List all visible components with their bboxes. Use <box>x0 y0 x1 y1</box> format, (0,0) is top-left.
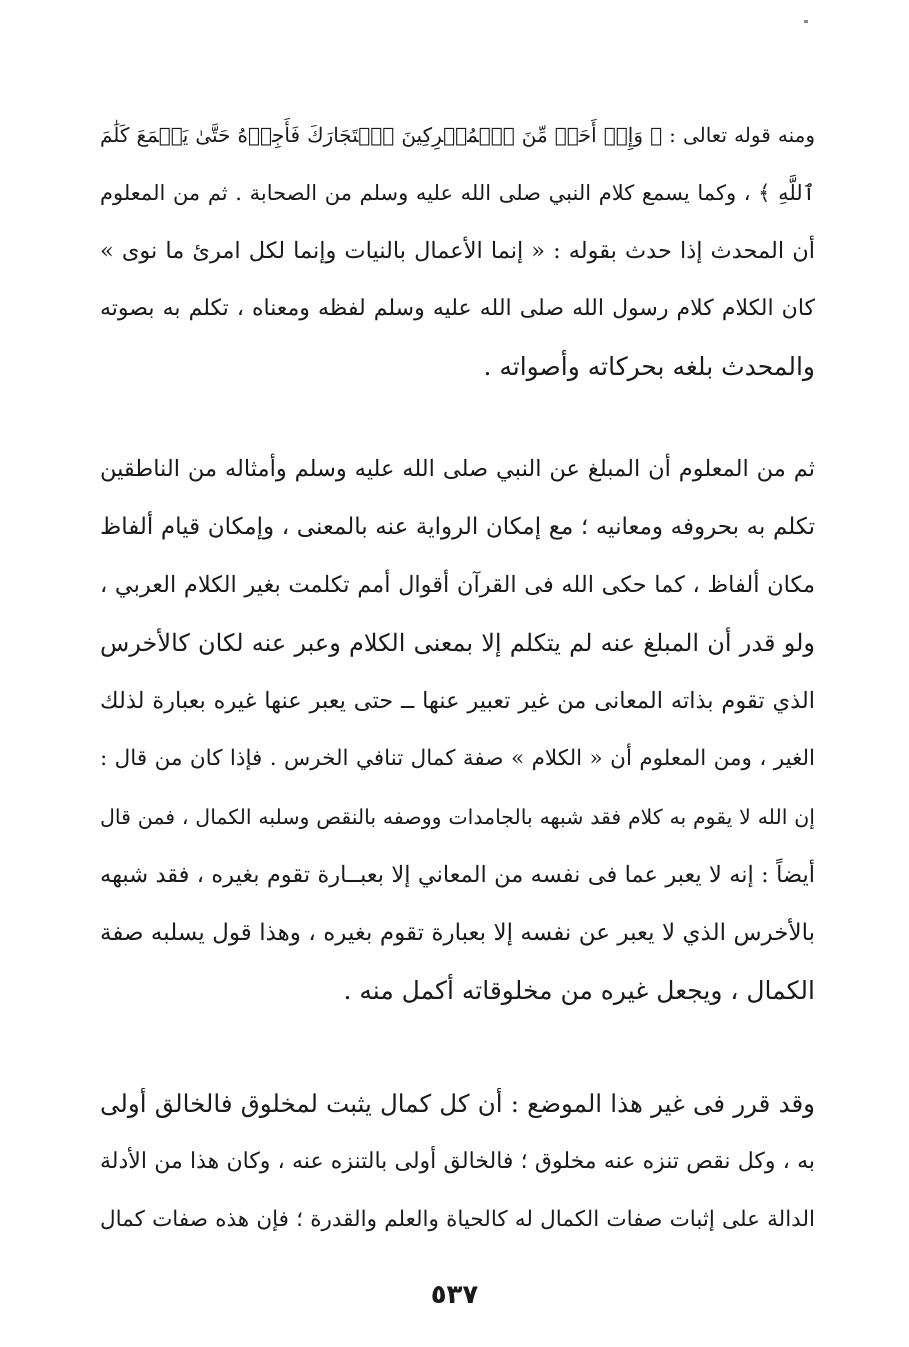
text-line: الذي تقوم بذاته المعانى من غير تعبير عنها ــ حتى يعبر عنها غيره بعبارة لذلك <box>100 688 815 714</box>
text-line: به ، وكل نقص تنزه عنه مخلوق ؛ فالخالق أولى بالتنزه عنه ، وكان هذا من الأدلة <box>100 1149 815 1174</box>
text-line: ٱللَّهِ ﴾ ، وكما يسمع كلام النبي صلى الله عليه وسلم من الصحابة . ثم من المعلوم <box>100 181 815 205</box>
text-line: ولو قدر أن المبلغ عنه لم يتكلم إلا بمعنى الكلام وعبر عنه لكان كالأخرس <box>100 629 815 657</box>
paragraph-3 <box>100 1075 815 1249</box>
text-line: ثم من المعلوم أن المبلغ عن النبي صلى الله عليه وسلم وأمثاله من الناطقين <box>100 456 815 482</box>
text-line: إن الله لا يقوم به كلام فقد شبهه بالجامدات ووصفه بالنقص وسلبه الكمال ، فمن قال <box>100 805 815 829</box>
text-line: بالأخرس الذي لا يعبر عن نفسه إلا بعبارة تقوم بغيره ، وهذا قول يسلبه صفة <box>100 920 815 946</box>
text-line: ومنه قوله تعالى : ﴿ وَإِنۡ أَحَدٞ مِّنَ ٱلۡمُشۡرِكِينَ ٱسۡتَجَارَكَ فَأَجِرۡهُ حَتَّىٰ يَسۡمَعَ كَلَٰمَ <box>100 123 815 147</box>
text-line: كان الكلام كلام رسول الله صلى الله عليه وسلم لفظه ومعناه ، تكلم به بصوته <box>100 296 815 321</box>
paragraph-1 <box>100 106 815 396</box>
scan-mark <box>804 20 808 23</box>
text-line: أن المحدث إذا حدث بقوله : « إنما الأعمال بالنيات وإنما لكل امرئ ما نوى » <box>100 238 815 264</box>
text-line: والمحدث بلغه بحركاته وأصواته . <box>483 352 815 381</box>
text-line: الكمال ، ويجعل غيره من مخلوقاته أكمل منه . <box>343 976 815 1005</box>
text-line: وقد قرر فى غير هذا الموضع : أن كل كمال يثبت لمخلوق فالخالق أولى <box>100 1089 815 1118</box>
page-number: ٥٣٧ <box>430 1280 479 1310</box>
text-line: مكان ألفاظ ، كما حكى الله فى القرآن أقوال أمم تكلمت بغير الكلام العربي ، <box>100 572 815 598</box>
paragraph-2 <box>100 440 815 1020</box>
text-line: أيضاً : إنه لا يعبر عما فى نفسه من المعاني إلا بعبــارة تقوم بغيره ، فقد شبهه <box>100 862 815 888</box>
text-line: الغير ، ومن المعلوم أن « الكلام » صفة كمال تنافي الخرس . فإذا كان من قال : <box>100 746 815 771</box>
text-line: الدالة على إثبات صفات الكمال له كالحياة والعلم والقدرة ؛ فإن هذه صفات كمال <box>100 1207 815 1232</box>
text-line: تكلم به بحروفه ومعانيه ؛ مع إمكان الرواية عنه بالمعنى ، وإمكان قيام ألفاظ <box>100 514 815 540</box>
